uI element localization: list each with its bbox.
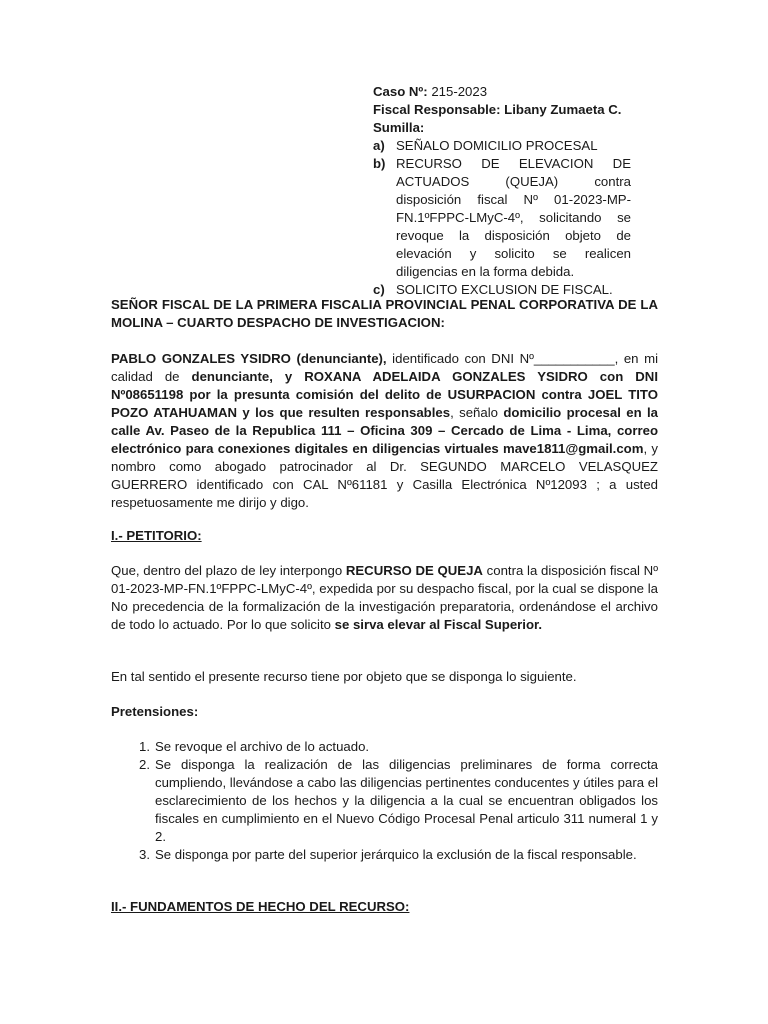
intro-paragraph: PABLO GONZALES YSIDRO (denunciante), identificado con DNI Nº___________, en mi calidad de denunciante, y ROXANA ADELAIDA GONZALES YSIDRO con DNI Nº08651198 por la presunta comisión del delito de USURPACION contra JOEL TITO POZO ATAHUAMAN y los que resulten responsables, señalo domicilio procesal en la calle Av. Paseo de la Republica 111 – Oficina 309 – Cercado de Lima - Lima, correo electrónico para conexiones digitales en diligencias virtuales mave1811@gmail.com, y nombro como abogado patrocinador al Dr. SEGUNDO MARCELO VELASQUEZ GUERRERO identificado con CAL Nº61181 y Casilla Electrónica Nº12093 ; a usted respetuosamente me dirijo y digo.	[111, 351, 659, 510]
petitorio-paragraph: Que, dentro del plazo de ley interpongo RECURSO DE QUEJA contra la disposición fiscal Nº 01-2023-MP-FN.1ºFPPC-LMyC-4º, expedida por su despacho fiscal, por la cual se dispone la No precedencia de la formalización de la investigación preparatoria, ordenándose el archivo de todo lo actuado. Por lo que solicito se sirva elevar al Fiscal Superior.	[111, 563, 659, 632]
fiscal-responsable: Fiscal Responsable: Libany Zumaeta C.	[373, 102, 622, 117]
sumilla-item: c) SOLICITO EXCLUSION DE FISCAL.	[373, 282, 613, 297]
list-item: 2. Se disponga la realización de las diligencias preliminares de forma correcta cumpliendo, llevándose a cabo las diligencias pertinentes conducentes y útiles para el esclarecimiento de los hechos y la diligencia a la cual se encuentran obligados los fiscales en cumplimiento en el Nuevo Código Procesal Penal articulo 311 numeral 1 y 2.	[139, 757, 658, 844]
petitorio-heading: I.- PETITORIO:	[111, 528, 202, 543]
sumilla-label: Sumilla:	[373, 120, 425, 135]
pretensiones-heading: Pretensiones:	[111, 704, 199, 719]
case-header	[373, 83, 631, 299]
addressee: SEÑOR FISCAL DE LA PRIMERA FISCALIA PROVINCIAL PENAL CORPORATIVA DE LA MOLINA – CUARTO DESPACHO DE INVESTIGACION:	[111, 297, 658, 330]
case-number: Caso Nº: 215-2023	[373, 84, 488, 99]
fundamentos-heading: II.- FUNDAMENTOS DE HECHO DEL RECURSO:	[111, 899, 410, 914]
tal-sentido-paragraph: En tal sentido el presente recurso tiene por objeto que se disponga lo siguiente.	[111, 669, 577, 684]
sumilla-item: a) SEÑALO DOMICILIO PROCESAL	[373, 138, 598, 153]
list-item: 3. Se disponga por parte del superior jerárquico la exclusión de la fiscal responsable.	[139, 847, 637, 862]
sumilla-item: b) RECURSO DE ELEVACION DE ACTUADOS (QUEJA) contra disposición fiscal Nº 01-2023-MP-FN.1ºFPPC-LMyC-4º, solicitando se revoque la disposición objeto de elevación y solicito se realicen diligencias en la forma debida.	[373, 156, 631, 279]
pretensiones-list	[111, 738, 658, 864]
list-item: 1. Se revoque el archivo de lo actuado.	[139, 739, 370, 754]
